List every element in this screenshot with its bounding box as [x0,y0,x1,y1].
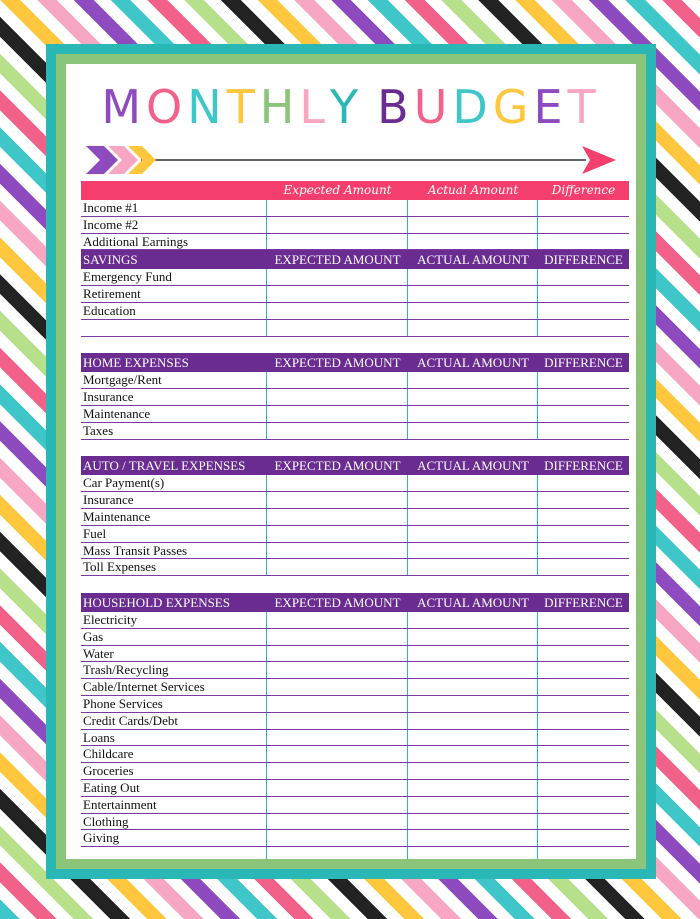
table-row [81,629,629,646]
budget-sheet [66,64,636,859]
title-letter: N [187,80,227,134]
header-cell: Difference [551,183,616,197]
row-label: Toll Expenses [83,559,157,575]
table-row [81,612,629,629]
amount-cell[interactable] [407,234,537,250]
table-row [81,543,629,560]
section-gap [81,440,629,457]
amount-cell[interactable] [537,814,629,830]
amount-cell[interactable] [266,797,407,813]
home-header [81,353,629,372]
title-letter: O [146,80,188,134]
table-row [81,372,629,389]
table-row [81,730,629,747]
row-label: Cable/Internet Services [83,679,205,695]
amount-cell[interactable] [266,662,407,678]
section-gap [81,337,629,354]
row-label: Car Payment(s) [83,475,165,491]
amount-cell[interactable] [537,372,629,388]
amount-cell[interactable] [407,730,537,746]
table-row [81,763,629,780]
amount-cell[interactable] [407,475,537,491]
amount-cell[interactable] [407,269,537,285]
amount-cell[interactable] [407,629,537,645]
amount-cell[interactable] [537,286,629,302]
row-label [81,320,266,336]
amount-cell[interactable] [266,780,407,796]
row-label: Maintenance [83,508,151,524]
amount-cell[interactable] [266,526,407,542]
header-cell: Actual Amount [427,183,519,197]
auto-header [81,456,629,475]
header-cell: EXPECTED AMOUNT [274,355,401,371]
amount-cell[interactable] [407,830,537,846]
amount-cell[interactable] [266,679,407,695]
row-label: Childcare [83,746,134,762]
amount-cell[interactable] [537,763,629,779]
amount-cell[interactable] [537,492,629,508]
header-cell: ACTUAL AMOUNT [417,252,529,268]
amount-cell[interactable] [537,559,629,575]
table-row [81,303,629,320]
amount-cell[interactable] [407,372,537,388]
amount-cell[interactable] [537,320,629,336]
amount-cell[interactable] [407,389,537,405]
header-cell: DIFFERENCE [544,594,623,610]
title-letter: D [452,80,493,134]
table-row [81,847,629,859]
amount-cell[interactable] [266,629,407,645]
amount-cell[interactable] [266,389,407,405]
amount-cell[interactable] [266,509,407,525]
amount-cell[interactable] [407,696,537,712]
amount-cell[interactable] [407,303,537,319]
amount-cell[interactable] [537,234,629,250]
amount-cell[interactable] [266,372,407,388]
table-row [81,389,629,406]
amount-cell[interactable] [537,830,629,846]
amount-cell[interactable] [407,423,537,439]
amount-cell[interactable] [407,662,537,678]
amount-cell[interactable] [407,543,537,559]
amount-cell[interactable] [407,780,537,796]
row-label: Additional Earnings [83,233,189,249]
row-label: Emergency Fund [83,269,172,285]
table-row [81,713,629,730]
amount-cell[interactable] [266,269,407,285]
amount-cell[interactable] [266,746,407,762]
title-letter: B [377,80,414,134]
outer-frame [46,44,656,879]
section-gap [81,576,629,593]
row-label: Mortgage/Rent [83,372,162,388]
amount-cell[interactable] [266,646,407,662]
title-letter: H [259,80,300,134]
amount-cell[interactable] [537,847,629,859]
row-label: Eating Out [83,779,140,795]
amount-cell[interactable] [537,746,629,762]
table-row [81,679,629,696]
amount-cell[interactable] [407,746,537,762]
savings-header [81,250,629,269]
amount-cell[interactable] [537,217,629,233]
table-row [81,780,629,797]
amount-cell[interactable] [407,763,537,779]
amount-cell[interactable] [537,200,629,216]
row-label [81,847,266,859]
row-label: Retirement [83,286,141,302]
amount-cell[interactable] [407,320,537,336]
amount-cell[interactable] [266,406,407,422]
amount-cell[interactable] [266,492,407,508]
title-letter: L [299,80,331,134]
table-row [81,492,629,509]
amount-cell[interactable] [537,423,629,439]
table-row [81,217,629,234]
header-cell: SAVINGS [83,252,138,268]
amount-cell[interactable] [537,713,629,729]
table-row [81,234,629,251]
amount-cell[interactable] [266,847,407,859]
table-row [81,406,629,423]
amount-cell[interactable] [407,509,537,525]
amount-cell[interactable] [537,406,629,422]
table-row [81,509,629,526]
amount-cell[interactable] [266,475,407,491]
amount-cell[interactable] [266,286,407,302]
amount-cell[interactable] [407,492,537,508]
row-label: Electricity [83,611,138,627]
amount-cell[interactable] [407,612,537,628]
header-cell: HOUSEHOLD EXPENSES [83,594,230,610]
income-header [81,181,629,200]
amount-cell[interactable] [407,406,537,422]
title-letter: T [567,80,601,134]
amount-cell[interactable] [537,509,629,525]
header-cell: ACTUAL AMOUNT [417,458,529,474]
amount-cell[interactable] [537,303,629,319]
amount-cell[interactable] [407,713,537,729]
header-cell: EXPECTED AMOUNT [274,458,401,474]
header-cell: DIFFERENCE [544,355,623,371]
arrow-head-icon [582,146,616,174]
table-row [81,830,629,847]
header-cell: EXPECTED AMOUNT [274,594,401,610]
amount-cell[interactable] [266,696,407,712]
amount-cell[interactable] [537,696,629,712]
amount-cell[interactable] [407,200,537,216]
amount-cell[interactable] [407,217,537,233]
amount-cell[interactable] [266,730,407,746]
amount-cell[interactable] [266,612,407,628]
row-label: Phone Services [83,695,163,711]
amount-cell[interactable] [407,797,537,813]
amount-cell[interactable] [537,475,629,491]
household-header [81,593,629,612]
table-row [81,286,629,303]
table-row [81,526,629,543]
table-row [81,646,629,663]
header-cell: ACTUAL AMOUNT [417,355,529,371]
inner-frame [56,54,646,869]
row-label: Credit Cards/Debt [83,712,178,728]
header-cell: AUTO / TRAVEL EXPENSES [83,458,246,474]
amount-cell[interactable] [407,559,537,575]
amount-cell[interactable] [266,713,407,729]
amount-cell[interactable] [537,269,629,285]
table-row [81,423,629,440]
row-label: Gas [83,628,104,644]
table-row [81,746,629,763]
header-cell: DIFFERENCE [544,458,623,474]
table-row [81,559,629,576]
table-row [81,662,629,679]
row-label: Mass Transit Passes [83,542,188,558]
table-row [81,320,629,337]
table-row [81,269,629,286]
amount-cell[interactable] [407,526,537,542]
amount-cell[interactable] [537,612,629,628]
amount-cell[interactable] [266,830,407,846]
amount-cell[interactable] [407,286,537,302]
amount-cell[interactable] [407,679,537,695]
row-label: Water [83,645,114,661]
amount-cell[interactable] [537,526,629,542]
row-label: Insurance [83,389,134,405]
header-cell: DIFFERENCE [544,252,623,268]
amount-cell[interactable] [266,234,407,250]
amount-cell[interactable] [266,303,407,319]
amount-cell[interactable] [537,646,629,662]
amount-cell[interactable] [537,797,629,813]
row-label: Insurance [83,492,134,508]
amount-cell[interactable] [407,814,537,830]
amount-cell[interactable] [537,629,629,645]
amount-cell[interactable] [266,763,407,779]
row-label: Taxes [83,422,114,438]
amount-cell[interactable] [266,320,407,336]
row-label: Entertainment [83,796,157,812]
row-label: Giving [83,830,120,846]
table-row [81,696,629,713]
row-label: Income #1 [83,200,139,215]
row-label: Income #2 [83,216,139,232]
row-label: Trash/Recycling [83,662,169,678]
amount-cell[interactable] [537,679,629,695]
row-label: Groceries [83,763,134,779]
arrow-decoration [86,142,616,178]
row-label: Education [83,302,136,318]
amount-cell[interactable] [407,847,537,859]
table-row [81,797,629,814]
amount-cell[interactable] [266,423,407,439]
title-letter: T [226,80,260,134]
amount-cell[interactable] [537,780,629,796]
header-cell: Expected Amount [283,183,392,197]
amount-cell[interactable] [266,814,407,830]
amount-cell[interactable] [407,646,537,662]
table-row [81,814,629,831]
title-letter: E [533,80,568,134]
amount-cell[interactable] [266,217,407,233]
amount-cell[interactable] [266,543,407,559]
row-label: Loans [83,729,115,745]
title-letter: G [492,80,534,134]
title-letter: M [101,80,147,134]
budget-table [81,181,629,859]
header-cell: HOME EXPENSES [83,355,189,371]
table-row [81,475,629,492]
table-row [81,200,629,217]
amount-cell[interactable] [537,389,629,405]
row-label: Fuel [83,525,107,541]
header-cell: EXPECTED AMOUNT [274,252,401,268]
amount-cell[interactable] [266,559,407,575]
amount-cell[interactable] [537,730,629,746]
title-letter: U [413,80,453,134]
title-letter: Y [330,80,364,134]
header-cell: ACTUAL AMOUNT [417,594,529,610]
page-title [66,80,636,134]
row-label: Clothing [83,813,129,829]
amount-cell[interactable] [537,543,629,559]
amount-cell[interactable] [537,662,629,678]
row-label: Maintenance [83,405,151,421]
amount-cell[interactable] [266,200,407,216]
